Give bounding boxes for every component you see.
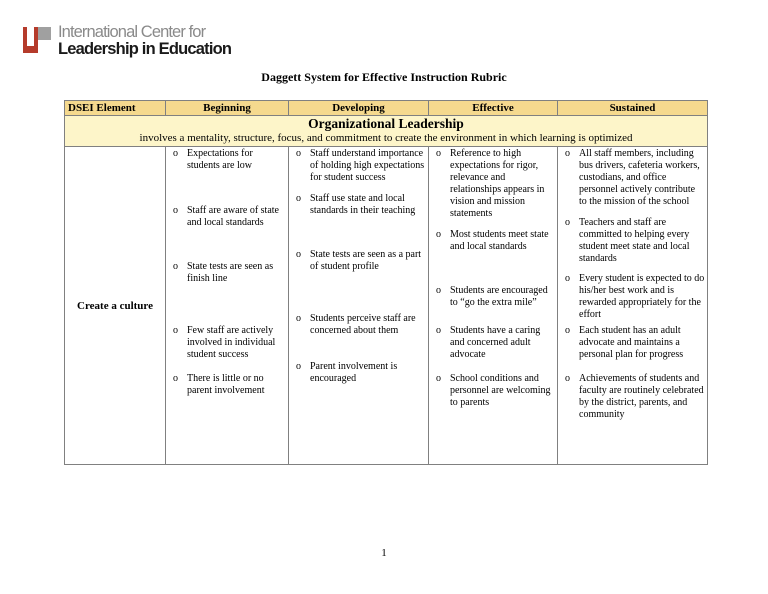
bullet-icon: o (296, 148, 301, 159)
header-dsei-element: DSEI Element (65, 101, 166, 116)
column-beginning (166, 147, 289, 465)
bullet-icon: o (565, 373, 570, 384)
list-item: o There is little or no parent involvement (170, 373, 286, 397)
bullet-icon: o (565, 325, 570, 336)
list-item: o Students have a caring and concerned adult advocate (433, 325, 555, 361)
bullet-icon: o (296, 361, 301, 372)
list-item: o Achievements of students and faculty are routinely celebrated by the district, parents, and community (562, 373, 705, 421)
section-band-row (65, 116, 708, 147)
list-item: o Staff are aware of state and local standards (170, 205, 286, 229)
list-item: o Students perceive staff are concerned about them (293, 313, 426, 337)
list-item: o Staff use state and local standards in their teaching (293, 193, 426, 217)
bullet-icon: o (173, 325, 178, 336)
bullet-icon: o (173, 148, 178, 159)
list-item: o Students are encouraged to “go the extra mile” (433, 285, 555, 309)
list-item: o Every student is expected to do his/her best work and is rewarded appropriately for the effort (562, 273, 705, 321)
list-item: o Few staff are actively involved in individual student success (170, 325, 286, 361)
table-row (65, 147, 708, 465)
header-row (65, 101, 708, 116)
bullet-icon: o (436, 373, 441, 384)
bullet-icon: o (436, 285, 441, 296)
list-item: o Each student has an adult advocate and maintains a personal plan for progress (562, 325, 705, 361)
list-item: o Reference to high expectations for rigor, relevance and relationships appears in vision and mission statements (433, 148, 555, 220)
bullet-icon: o (565, 148, 570, 159)
column-developing (289, 147, 429, 465)
bullet-icon: o (436, 148, 441, 159)
page-number: 1 (381, 547, 387, 559)
document-title: Daggett System for Effective Instruction Rubric (261, 70, 507, 84)
bullet-icon: o (173, 205, 178, 216)
list-item: o Expectations for students are low (170, 148, 286, 172)
bullet-icon: o (296, 313, 301, 324)
header-beginning: Beginning (166, 101, 289, 116)
header-effective: Effective (429, 101, 558, 116)
bullet-icon: o (436, 325, 441, 336)
bullet-icon: o (296, 193, 301, 204)
list-item: o All staff members, including bus drivers, cafeteria workers, custodians, and office personnel actively contribute to the mission of the school (562, 148, 705, 208)
list-item: o Staff understand importance of holding high expectations for student success (293, 148, 426, 184)
bullet-icon: o (173, 261, 178, 272)
logo-mark-icon (23, 27, 51, 53)
element-name: Create a culture (65, 147, 166, 465)
bullet-icon: o (296, 249, 301, 260)
header-developing: Developing (289, 101, 429, 116)
bullet-icon: o (436, 229, 441, 240)
logo-line-1: International Center for (58, 23, 206, 41)
list-item: o State tests are seen as a part of student profile (293, 249, 426, 273)
section-subtitle: involves a mentality, structure, focus, and commitment to create the environment in which learning is optimized (139, 132, 633, 144)
bullet-icon: o (565, 273, 570, 284)
list-item: o Teachers and staff are committed to helping every student meet state and local standards (562, 217, 705, 265)
column-effective (429, 147, 558, 465)
logo-line-2: Leadership in Education (58, 40, 232, 58)
header-sustained: Sustained (558, 101, 708, 116)
section-title: Organizational Leadership (308, 116, 464, 131)
bullet-icon: o (565, 217, 570, 228)
column-sustained (558, 147, 708, 465)
list-item: o School conditions and personnel are welcoming to parents (433, 373, 555, 409)
list-item: o State tests are seen as finish line (170, 261, 286, 285)
rubric-table (64, 100, 708, 465)
list-item: o Parent involvement is encouraged (293, 361, 426, 385)
list-item: o Most students meet state and local standards (433, 229, 555, 253)
bullet-icon: o (173, 373, 178, 384)
